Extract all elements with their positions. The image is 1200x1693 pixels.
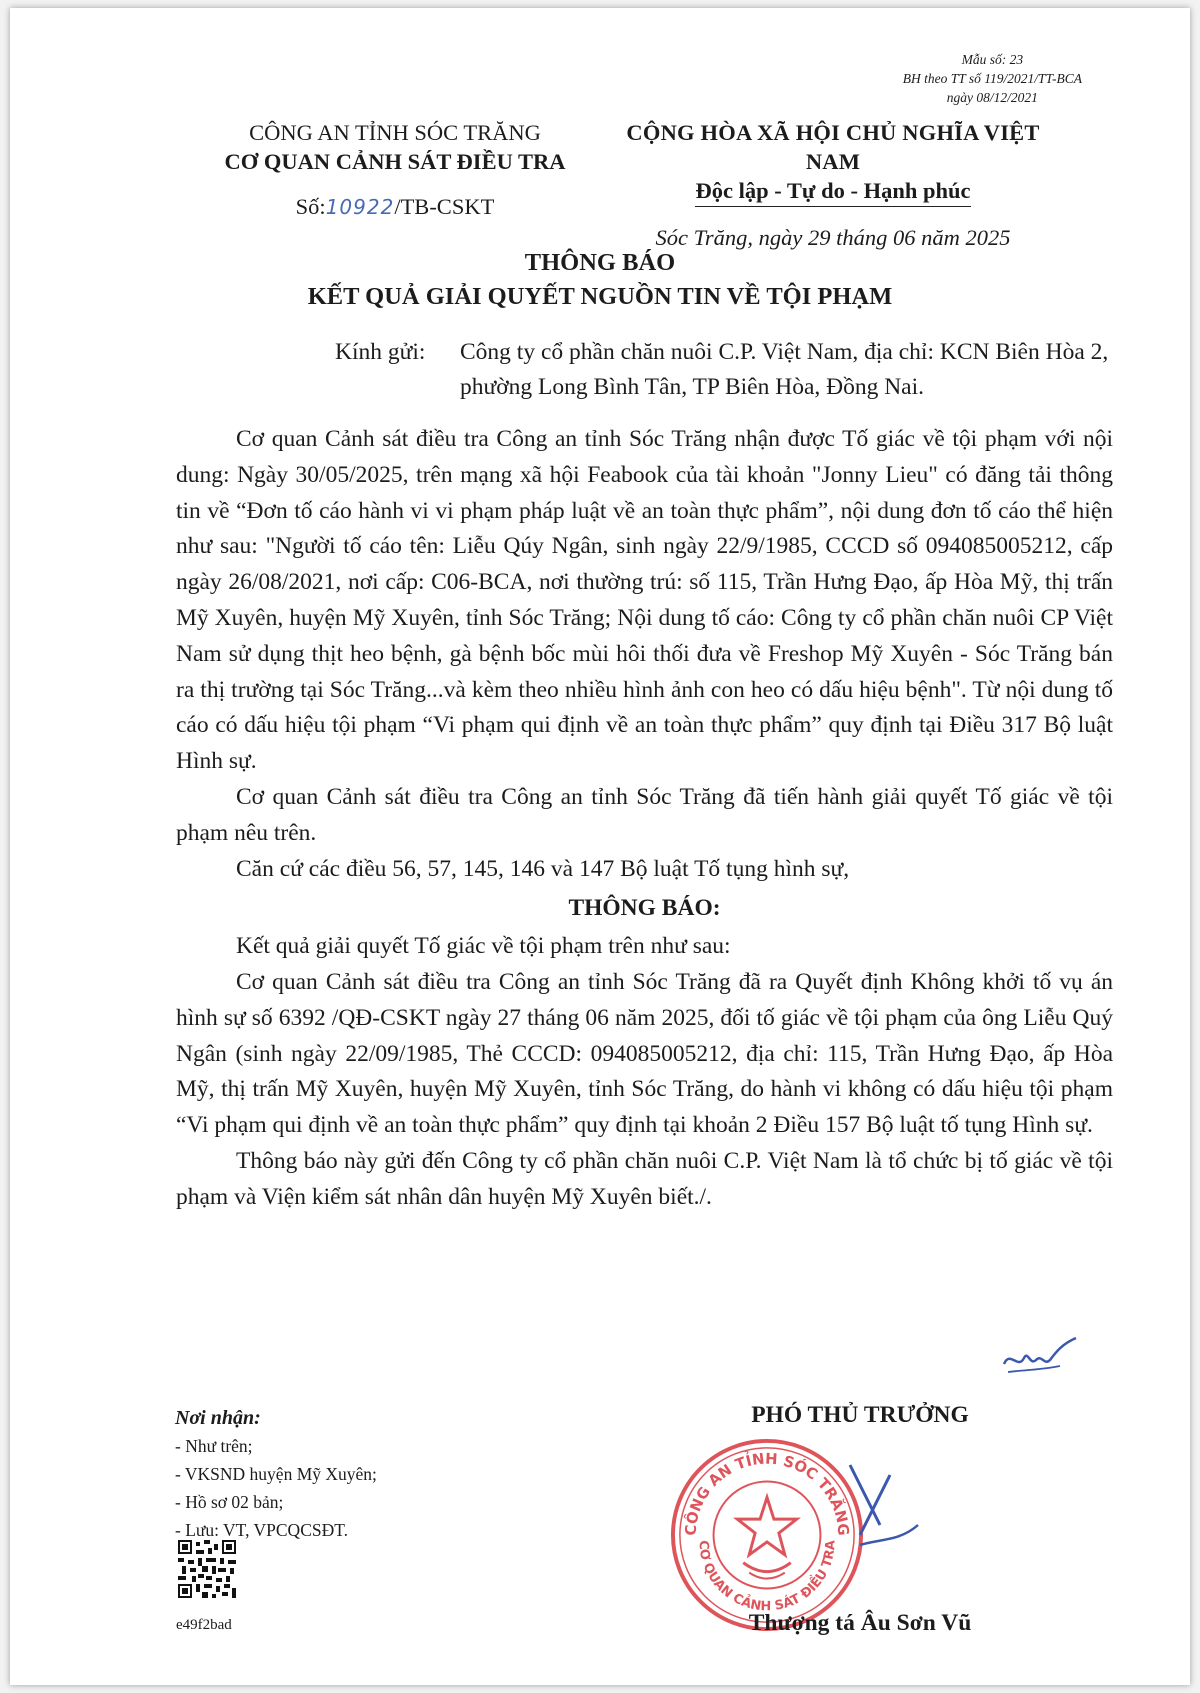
- signature-icon: [820, 1455, 940, 1565]
- document-body: [176, 422, 1113, 1216]
- form-issued-date: ngày 08/12/2021: [946, 90, 1038, 105]
- receiver-item: - Hồ sơ 02 bản;: [175, 1492, 284, 1512]
- paragraph-1: Cơ quan Cảnh sát điều tra Công an tỉnh Sóc Trăng nhận được Tố giác về tội phạm với nội dung: Ngày 30/05/2025, trên mạng xã hội Feabook của tài khoản "Jonny Lieu" có đăng tải thông tin về “Đơn tố cáo hành vi vi phạm pháp luật về an toàn thực phẩm”, nội dung đơn tố cáo thể hiện như sau: "Người tố cáo tên: Liễu Qúy Ngân, sinh ngày 22/9/1985, CCCD số 094085005212, cấp ngày 26/08/2021, nơi cấp: C06-BCA, nơi thường trú: số 115, Trần Hưng Đạo, ấp Hòa Mỹ, thị trấn Mỹ Xuyên, huyện Mỹ Xuyên, tỉnh Sóc Trăng; Nội dung tố cáo: Công ty cổ phần chăn nuôi CP Việt Nam sử dụng thịt heo bệnh, gà bệnh bốc mùi hôi thối đưa về Freshop Mỹ Xuyên - Sóc Trăng bán ra thị trường tại Sóc Trăng...và kèm theo nhiều hình ảnh con heo có dấu hiệu bệnh". Từ nội dung tố cáo có dấu hiệu tội phạm “Vi phạm qui định về an toàn thực phẩm” quy định tại Điều 317 Bộ luật Hình sự.: [176, 426, 1113, 775]
- signer-name: Thượng tá Âu Sơn Vũ: [748, 1610, 972, 1636]
- paragraph-2: Cơ quan Cảnh sát điều tra Công an tỉnh Sóc Trăng đã tiến hành giải quyết Tố giác về tội phạm nêu trên.: [176, 783, 1113, 846]
- nation-title: CỘNG HÒA XÃ HỘI CHỦ NGHĨA VIỆT NAM: [626, 120, 1040, 174]
- recipient-text: Công ty cổ phần chăn nuôi C.P. Việt Nam, địa chỉ: KCN Biên Hòa 2, phường Long Bình Tân, TP Biên Hòa, Đồng Nai.: [460, 339, 1109, 400]
- title-line-1: THÔNG BÁO: [524, 249, 676, 276]
- doc-no-prefix: Số:: [295, 194, 326, 219]
- document-number: [205, 192, 585, 222]
- seal-outer-text: CÔNG AN TỈNH SÓC TRĂNG: [681, 1449, 853, 1537]
- receiver-item: - VKSND huyện Mỹ Xuyên;: [175, 1464, 377, 1484]
- form-issued-by: BH theo TT số 119/2021/TT-BCA: [902, 71, 1082, 86]
- unit-name: CƠ QUAN CẢNH SÁT ĐIỀU TRA: [224, 149, 566, 174]
- form-meta: [903, 50, 1082, 107]
- receivers-block: [175, 1404, 377, 1544]
- paragraph-6: Thông báo này gửi đến Công ty cổ phần chăn nuôi C.P. Việt Nam là tổ chức bị tố giác về tội phạm và Viện kiểm sát nhân dân huyện Mỹ Xuyên biết./.: [176, 1147, 1113, 1210]
- receiver-item: - Lưu: VT, VPCQCSĐT.: [175, 1520, 349, 1540]
- recipient-label: Kính gửi:: [335, 339, 426, 365]
- seal-inner-text: CƠ QUAN CẢNH SÁT ĐIỀU TRA: [695, 1539, 839, 1615]
- agency-name: CÔNG AN TỈNH SÓC TRĂNG: [249, 120, 541, 145]
- doc-no-handwritten: 10922: [325, 195, 395, 219]
- paragraph-3: Căn cứ các điều 56, 57, 145, 146 và 147 Bộ luật Tố tụng hình sự,: [236, 855, 850, 882]
- paragraph-5: Cơ quan Cảnh sát điều tra Công an tỉnh Sóc Trăng đã ra Quyết định Không khởi tố vụ án hình sự số 6392 /QĐ-CSKT ngày 27 tháng 06 năm 2025, đối tố giác về tội phạm của ông Liễu Quý Ngân (sinh ngày 22/09/1985, Thẻ CCCD: 094085005212, địa chỉ: 115, Trần Hưng Đạo, ấp Hòa Mỹ, thị trấn Mỹ Xuyên, huyện Mỹ Xuyên, tỉnh Sóc Trăng, do hành vi không có dấu hiệu tội phạm “Vi phạm qui định về an toàn thực phẩm” quy định tại khoản 2 Điều 157 Bộ luật tố tụng Hình sự.: [176, 968, 1113, 1139]
- header-right: [598, 118, 1068, 252]
- receivers-title: Nơi nhận:: [175, 1407, 261, 1429]
- national-motto: Độc lập - Tự do - Hạnh phúc: [695, 176, 970, 207]
- receiver-item: - Như trên;: [175, 1436, 253, 1456]
- qr-code-icon: [178, 1540, 236, 1598]
- doc-no-suffix: /TB-CSKT: [394, 194, 495, 219]
- initial-signature: [1000, 1330, 1080, 1380]
- document-title: [130, 246, 1070, 314]
- signer-title: PHÓ THỦ TRƯỞNG: [751, 1402, 969, 1428]
- place-date: Sóc Trăng, ngày 29 tháng 06 năm 2025: [655, 225, 1011, 250]
- header-left: [205, 118, 585, 222]
- title-line-2: KẾT QUẢ GIẢI QUYẾT NGUỒN TIN VỀ TỘI PHẠM: [307, 283, 893, 310]
- recipient-block: [335, 335, 1115, 405]
- notice-heading: THÔNG BÁO:: [568, 895, 721, 922]
- form-number: Mẫu số: 23: [961, 52, 1024, 67]
- paragraph-4: Kết quả giải quyết Tố giác về tội phạm trên như sau:: [236, 933, 731, 960]
- qr-code-text: e49f2bad: [176, 1617, 232, 1633]
